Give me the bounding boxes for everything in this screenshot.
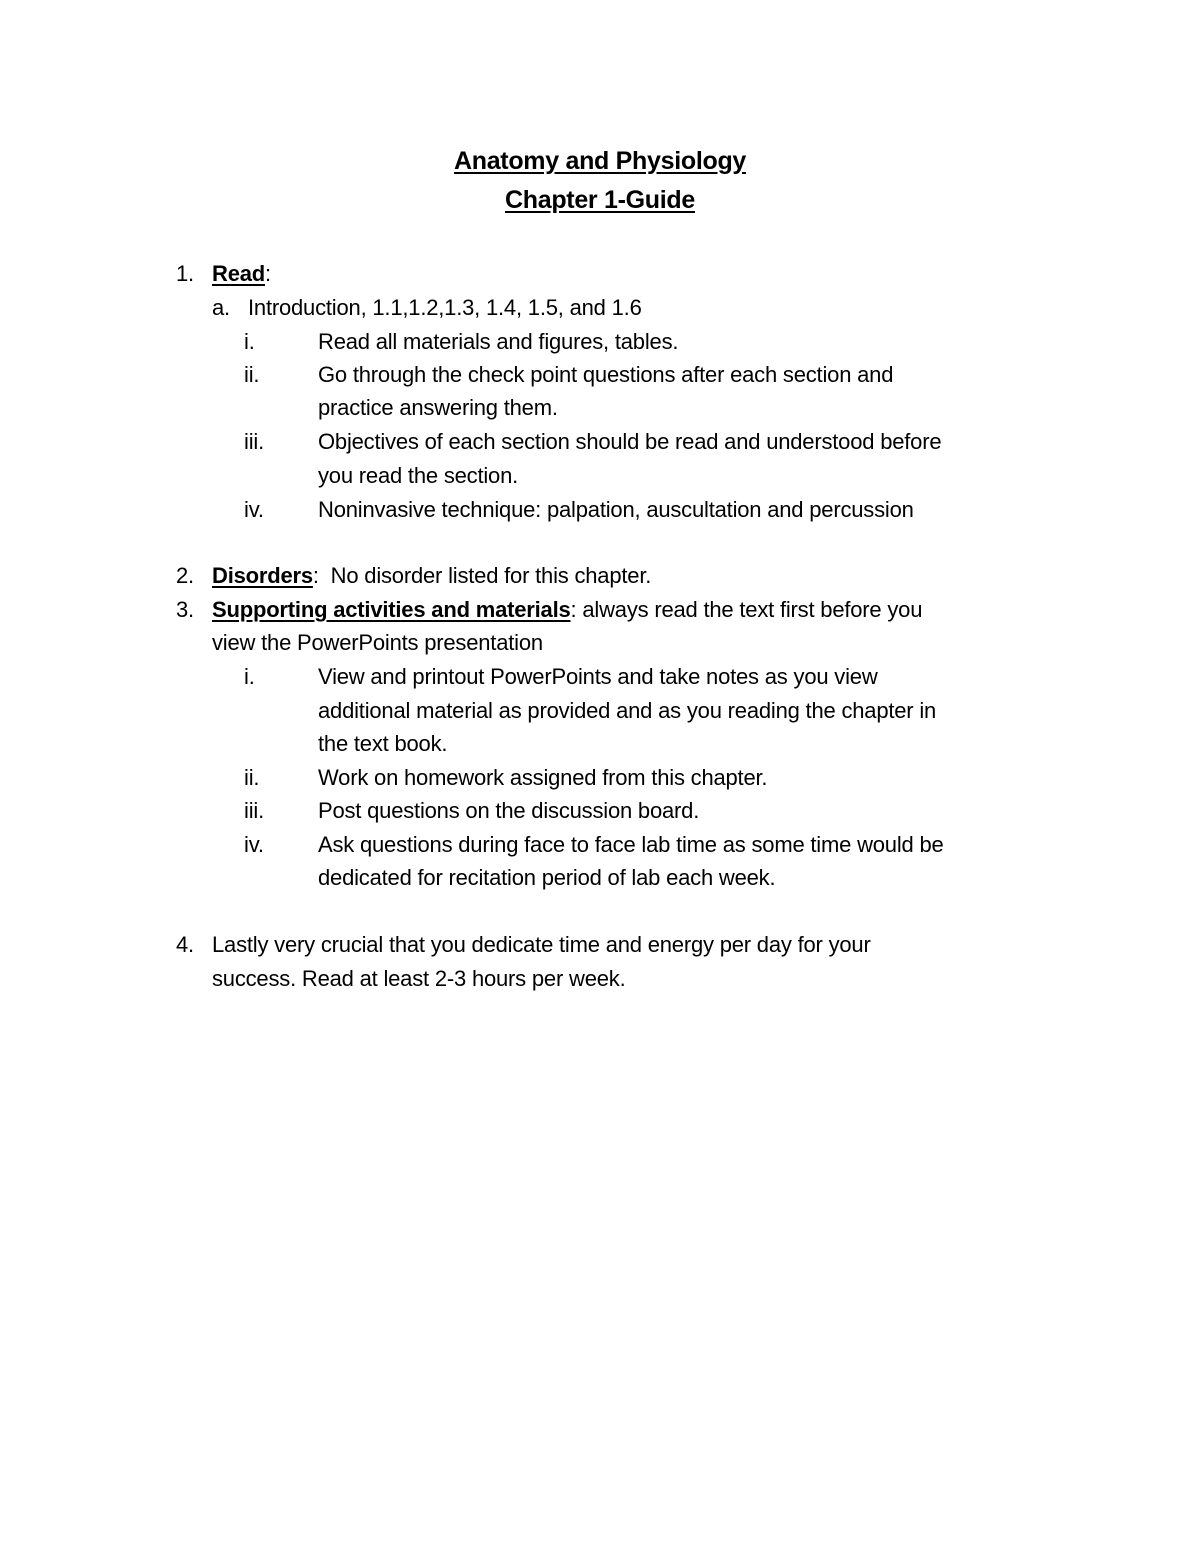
document-title: Anatomy and Physiology bbox=[453, 147, 747, 175]
section-heading-read: Read bbox=[212, 261, 265, 286]
sub-marker: a. bbox=[212, 295, 230, 320]
point-marker: iii. bbox=[244, 798, 264, 823]
document-page: Anatomy and Physiology Chapter 1-Guide 1. Read: a. Introduction, 1.1,1.2,1.3, 1.4, 1.5, and 1.6 i. Read all materials and figures, tables. ii. Go through the check point questions after each section and practice answering them. iii. Objectives of each section should be read and understood before you read the section. iv. Noninvasive technique: palpation, auscultation and percussion 2. Disorders: No disorder listed for this chapter. 3. Supporting activities and materials: always read the text first before you view the PowerPoints presentation i. View and printout PowerPoints and take notes as you view additional material as provided and as you reading the chapter in the text book. ii. Work on homework assigned from this chapter. iii. Post questions on the discussion board. iv. Ask questions during face to face lab time as some time would be dedicated for recitation period of lab each week. 4. Lastly very crucial that you dedicate time and energy per day for your success. Read at least 2-3 hours per week. bbox=[0, 0, 1200, 1553]
point-marker: ii. bbox=[244, 362, 260, 387]
point-text: Work on homework assigned from this chapter. bbox=[318, 765, 768, 790]
point-text: View and printout PowerPoints and take notes as you view bbox=[318, 664, 878, 689]
list-number: 3. bbox=[176, 597, 194, 622]
list-number: 1. bbox=[176, 261, 194, 286]
point-text: Read all materials and figures, tables. bbox=[318, 329, 679, 354]
point-text: Go through the check point questions after each section and bbox=[318, 362, 894, 387]
list-number: 2. bbox=[176, 563, 194, 588]
point-text: Ask questions during face to face lab time as some time would be bbox=[318, 832, 944, 857]
section-heading-disorders: Disorders bbox=[212, 563, 313, 588]
document-subtitle: Chapter 1-Guide bbox=[505, 186, 695, 214]
point-text: Post questions on the discussion board. bbox=[318, 798, 700, 823]
point-marker: iv. bbox=[244, 497, 264, 522]
point-marker: i. bbox=[244, 664, 255, 689]
point-text: Objectives of each section should be read and understood before bbox=[318, 429, 942, 454]
point-text: Noninvasive technique: palpation, auscultation and percussion bbox=[318, 497, 914, 522]
section-heading-supporting: Supporting activities and materials bbox=[212, 597, 571, 622]
point-marker: ii. bbox=[244, 765, 260, 790]
item-text: Lastly very crucial that you dedicate time and energy per day for your bbox=[212, 932, 871, 957]
point-marker: i. bbox=[244, 329, 255, 354]
list-number: 4. bbox=[176, 932, 194, 957]
point-marker: iii. bbox=[244, 429, 264, 454]
sub-text: Introduction, 1.1,1.2,1.3, 1.4, 1.5, and 1.6 bbox=[248, 295, 642, 320]
point-marker: iv. bbox=[244, 832, 264, 857]
